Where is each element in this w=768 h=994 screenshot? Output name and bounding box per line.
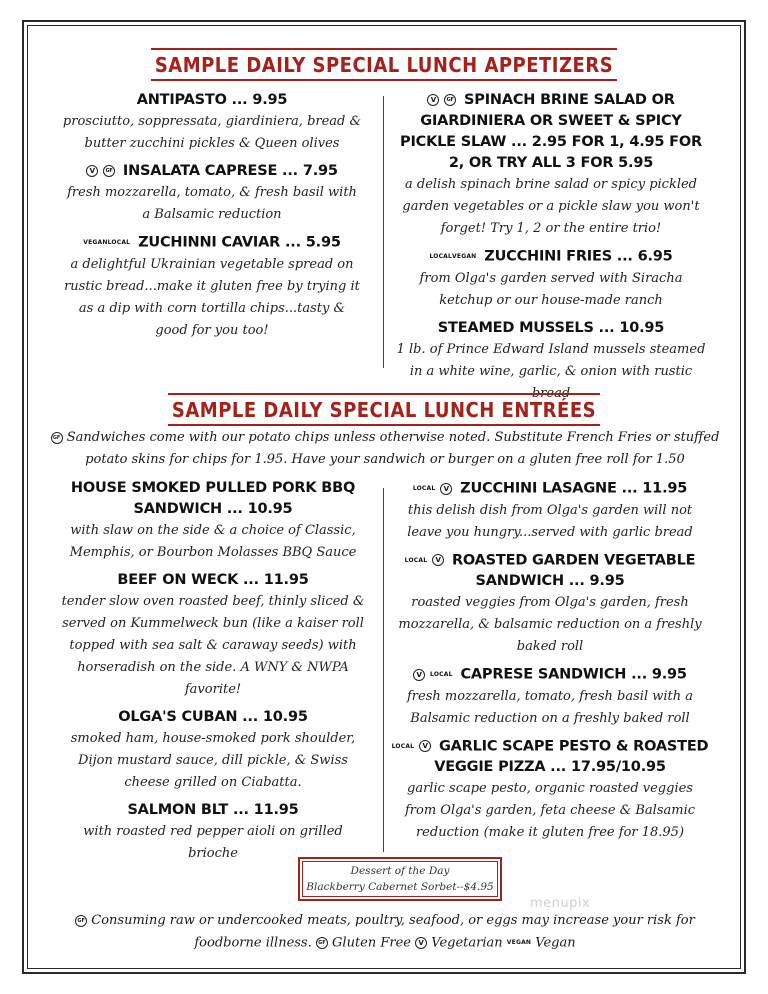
item-description: fresh mozzarella, tomato, fresh basil with a Balsamic reduction on a freshly baked roll: [406, 688, 694, 726]
diet-icons: [405, 552, 449, 568]
item-description: smoked ham, house-smoked pork shoulder, Dijon mustard sauce, dill pickle, & Swiss cheese grilled on Ciabatta.: [70, 731, 356, 790]
item-title: STEAMED MUSSELS ... 10.95: [437, 319, 665, 336]
vegetarian-icon: V: [415, 937, 427, 949]
sandwich-note: GF Sandwiches come with our potato chips unless otherwise noted. Substitute French Fries or stuffed potato skins for chips for 1.95. Have your sandwich or burger on a gluten free roll for 1.50: [40, 427, 730, 471]
item-title: VEGANLOCAL ZUCHINNI CAVIAR ... 5.95: [62, 232, 362, 254]
local-icon: LOCAL: [412, 485, 436, 492]
item-description: a delightful Ukrainian vegetable spread on rustic bread...make it gluten free by trying it as a dip with corn tortilla chips...tasty & good for you too!: [64, 256, 360, 338]
item-title: LOCAL V ZUCCHINI LASAGNE ... 11.95: [390, 478, 710, 500]
vegetarian-icon: V: [419, 740, 431, 752]
vegetarian-icon: V: [427, 94, 439, 106]
menu-item: [390, 478, 710, 544]
local-icon: LOCAL: [430, 671, 453, 678]
menu-item: [62, 90, 362, 155]
menu-item: [62, 161, 362, 226]
menu-item: [62, 232, 362, 342]
diet-icons: [83, 235, 135, 251]
item-title: OLGA'S CUBAN ... 10.95: [118, 709, 308, 725]
item-title: V LOCAL CAPRESE SANDWICH ... 9.95: [390, 664, 710, 686]
menu-item: [392, 246, 710, 312]
item-title: SALMON BLT ... 11.95: [127, 802, 299, 818]
menu-item: [58, 570, 368, 701]
vegetarian-icon: V: [413, 669, 425, 681]
food-safety-warning: Consuming raw or undercooked meats, poultry, seafood, or eggs may increase your risk for foodborne illness.: [91, 913, 695, 951]
menu-item: [392, 90, 710, 240]
gluten-free-icon: GF: [316, 937, 328, 949]
diet-icons: [86, 163, 120, 179]
local-icon: LOCAL: [429, 253, 453, 260]
item-description: garlic scape pesto, organic roasted veggies from Olga's garden, feta cheese & Balsamic reduction (make it gluten free for 18.95): [404, 781, 696, 840]
appetizers-right-column: [392, 90, 710, 411]
vegan-icon: VEGAN: [506, 939, 532, 946]
menu-item: [390, 550, 710, 659]
menu-item: [58, 800, 368, 865]
column-divider: [383, 488, 384, 852]
item-title: V GF SPINACH BRINE SALAD OR GIARDINIERA OR SWEET & SPICY PICKLE SLAW ... 2.95 FOR 1, 4.95 FOR 2, OR TRY ALL 3 FOR 5.95: [400, 92, 702, 171]
item-title: ANTIPASTO ... 9.95: [136, 92, 288, 108]
vegan-icon: VEGAN: [83, 239, 108, 246]
footer-legend: [40, 910, 730, 955]
item-description: with slaw on the side & a choice of Classic, Memphis, or Bourbon Molasses BBQ Sauce: [69, 523, 357, 560]
item-description: tender slow oven roasted beef, thinly sliced & served on Kummelweck bun (like a kaiser roll topped with sea salt & caraway seeds) with horseradish on the side. A WNY & NWPA favorite!: [61, 594, 365, 697]
local-icon: LOCAL: [107, 239, 131, 246]
item-title: BEEF ON WECK ... 11.95: [117, 572, 309, 588]
gluten-free-icon: GF: [51, 432, 63, 444]
item-description: this delish dish from Olga's garden will not leave you hungry...served with garlic bread: [407, 502, 693, 540]
entrees-right-column: [390, 478, 710, 850]
local-icon: LOCAL: [404, 556, 428, 564]
item-title: LOCAL V GARLIC SCAPE PESTO & ROASTED VEGGIE PIZZA ... 17.95/10.95: [390, 736, 710, 779]
dessert-heading: Dessert of the Day: [350, 865, 450, 877]
item-title: LOCALVEGAN ZUCCHINI FRIES ... 6.95: [392, 246, 710, 268]
diet-icons: [392, 738, 436, 754]
item-description: from Olga's garden served with Siracha ketchup or our house-made ranch: [419, 270, 683, 308]
item-description: prosciutto, soppressata, giardiniera, bread & butter zucchini pickles & Queen olives: [62, 114, 362, 151]
diet-icons: [413, 667, 457, 683]
entrees-left-column: [58, 478, 368, 871]
menu-item: [390, 664, 710, 730]
menu-item: [392, 318, 710, 405]
item-title: V GF INSALATA CAPRESE ... 7.95: [62, 161, 362, 182]
dessert-item: Blackberry Cabernet Sorbet--$4.95: [306, 881, 494, 893]
diet-icons: [413, 481, 457, 497]
local-icon: LOCAL: [391, 742, 415, 750]
item-description: fresh mozzarella, tomato, & fresh basil with a Balsamic reduction: [67, 185, 357, 222]
column-divider: [383, 96, 384, 368]
diet-icons: [427, 92, 461, 108]
menu-item: [58, 707, 368, 794]
item-description: with roasted red pepper aioli on grilled brioche: [83, 824, 343, 861]
vegetarian-icon: V: [432, 554, 444, 566]
gluten-free-icon: GF: [103, 165, 115, 177]
gluten-free-icon: GF: [75, 915, 87, 927]
vegetarian-icon: V: [440, 483, 452, 495]
legend-vegetarian: Vegetarian: [431, 935, 503, 951]
legend-vegan: Vegan: [535, 935, 576, 951]
item-title: HOUSE SMOKED PULLED PORK BBQ SANDWICH ... 10.95: [70, 480, 356, 517]
gluten-free-icon: GF: [444, 94, 456, 106]
item-description: a delish spinach brine salad or spicy pickled garden vegetables or a pickle slaw you won't forget! Try 1, 2 or the entire trio!: [402, 177, 700, 236]
menu-item: [58, 478, 368, 564]
dessert-box: [298, 857, 502, 901]
diet-icons: [429, 249, 481, 265]
item-description: 1 lb. of Prince Edward Island mussels steamed in a white wine, garlic, & onion with rustic bread: [396, 341, 706, 401]
appetizers-heading: SAMPLE DAILY SPECIAL LUNCH APPETIZERS: [0, 48, 768, 81]
item-title: LOCAL V ROASTED GARDEN VEGETABLE SANDWICH ... 9.95: [390, 550, 710, 593]
legend-gluten-free: Gluten Free: [332, 935, 411, 951]
vegan-icon: VEGAN: [452, 253, 477, 260]
menu-item: [390, 736, 710, 845]
entrees-heading: SAMPLE DAILY SPECIAL LUNCH ENTRÉES: [0, 393, 768, 426]
item-description: roasted veggies from Olga's garden, fresh mozzarella, & balsamic reduction on a freshly baked roll: [398, 595, 702, 654]
watermark: menupix: [530, 896, 591, 911]
appetizers-left-column: [62, 90, 362, 348]
vegetarian-icon: V: [86, 165, 98, 177]
